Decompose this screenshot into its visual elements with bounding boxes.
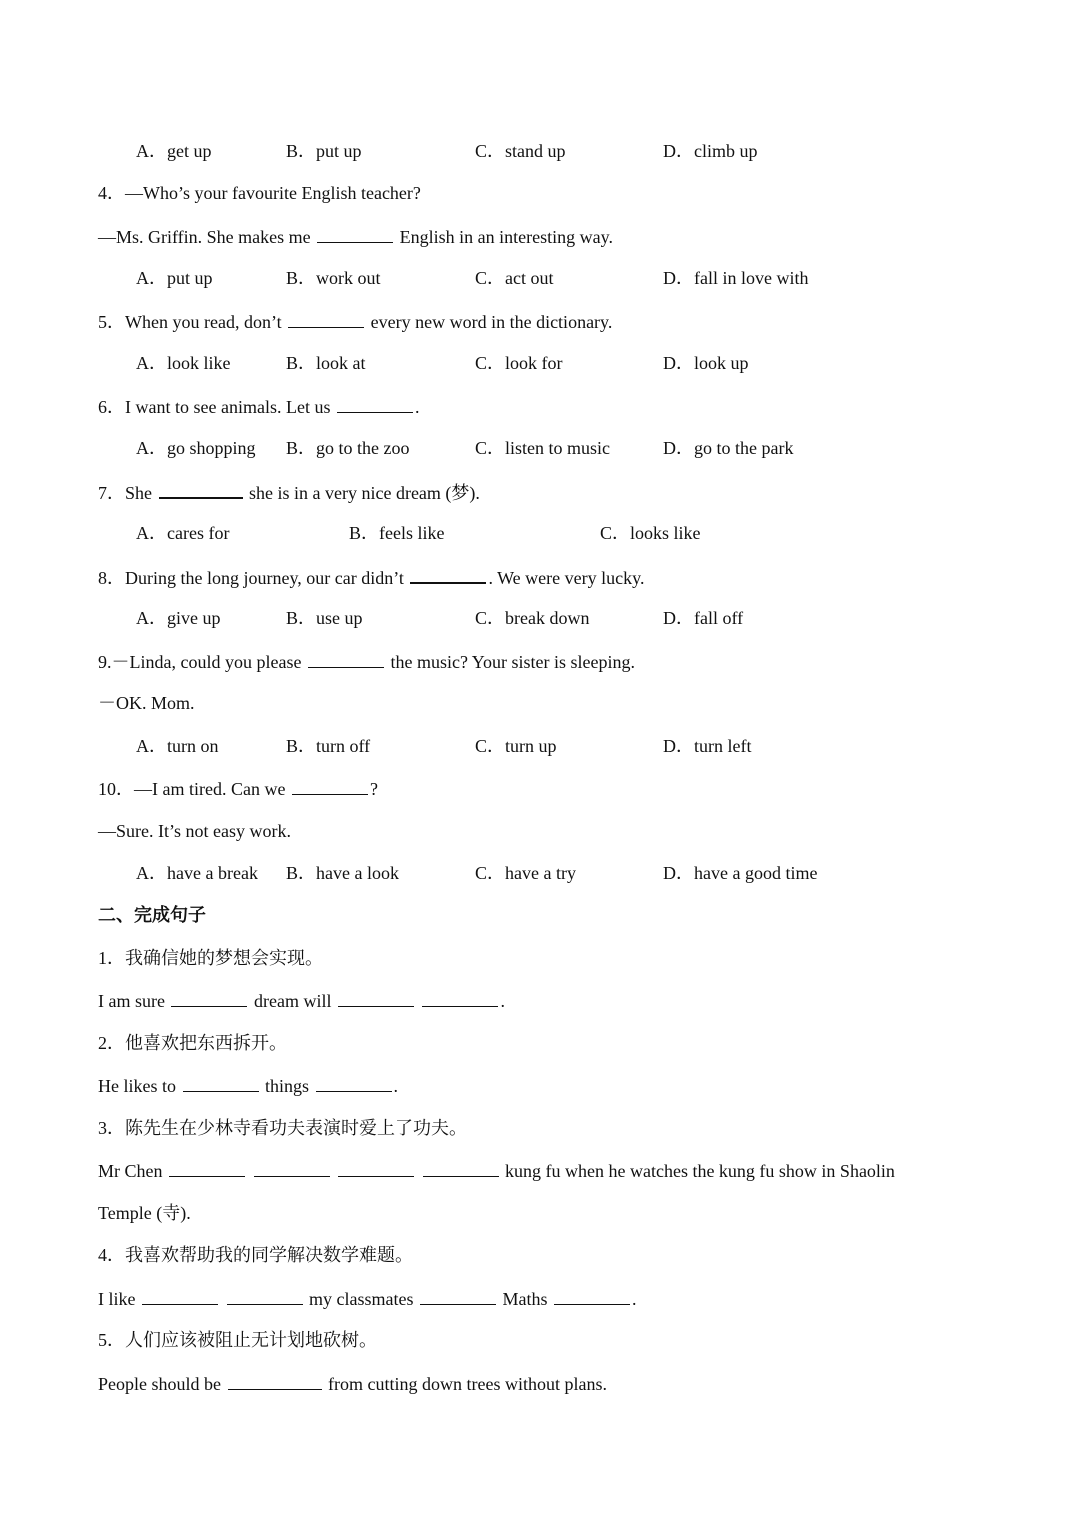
q3-option-b[interactable]: B．put up <box>286 141 362 161</box>
q8-text-post: . We were very lucky. <box>488 568 645 588</box>
q10-option-c[interactable]: C．have a try <box>475 863 576 883</box>
s4-text-4: . <box>631 1289 637 1309</box>
s3-blank-1[interactable] <box>169 1158 245 1177</box>
s3-blank-3[interactable] <box>338 1158 414 1177</box>
q9-text-pre: 9.－Linda, could you please <box>98 652 306 672</box>
s5-text-1: People should be <box>98 1374 226 1394</box>
s4-blank-3[interactable] <box>420 1286 496 1305</box>
q4-option-d[interactable]: D．fall in love with <box>663 268 809 288</box>
s3-chinese: 3．陈先生在少林寺看功夫表演时爱上了功夫。 <box>98 1118 467 1138</box>
s3-english-cont: Temple (寺). <box>98 1203 191 1223</box>
s4-text-1: I like <box>98 1289 140 1309</box>
q9-option-b[interactable]: B．turn off <box>286 736 371 756</box>
s3-english <box>98 1158 895 1182</box>
q3-option-a[interactable]: A．get up <box>136 141 212 161</box>
q10-option-d[interactable]: D．have a good time <box>663 863 818 883</box>
q6-blank[interactable] <box>337 394 413 413</box>
s1-text-3: . <box>500 991 505 1011</box>
s1-chinese: 1．我确信她的梦想会实现。 <box>98 948 323 968</box>
q8-stem <box>98 564 644 588</box>
q6-option-a[interactable]: A．go shopping <box>136 438 256 458</box>
q10-reply: —Sure. It’s not easy work. <box>98 821 291 841</box>
section-2-title: 二、完成句子 <box>98 905 206 925</box>
q8-blank[interactable] <box>410 564 486 584</box>
q8-text-pre: 8．During the long journey, our car didn’t <box>98 568 409 588</box>
s2-english <box>98 1073 398 1097</box>
q3-option-d[interactable]: D．climb up <box>663 141 758 161</box>
s2-text-1: He likes to <box>98 1076 181 1096</box>
q10-text-post: ? <box>369 779 378 799</box>
q4-blank[interactable] <box>317 224 393 243</box>
q8-option-a[interactable]: A．give up <box>136 608 221 628</box>
q5-text-pre: 5．When you read, don’t <box>98 312 287 332</box>
q7-option-c[interactable]: C．looks like <box>600 523 701 543</box>
s5-chinese: 5．人们应该被阻止无计划地砍树。 <box>98 1330 377 1350</box>
q8-option-b[interactable]: B．use up <box>286 608 363 628</box>
q3-option-c[interactable]: C．stand up <box>475 141 566 161</box>
q4-option-a[interactable]: A．put up <box>136 268 213 288</box>
q9-option-c[interactable]: C．turn up <box>475 736 557 756</box>
s1-text-2: dream will <box>249 991 336 1011</box>
q5-option-d[interactable]: D．look up <box>663 353 749 373</box>
q4-option-c[interactable]: C．act out <box>475 268 554 288</box>
s4-blank-4[interactable] <box>554 1286 630 1305</box>
q4-text-post: English in an interesting way. <box>395 227 613 247</box>
s4-chinese: 4．我喜欢帮助我的同学解决数学难题。 <box>98 1245 413 1265</box>
q6-stem <box>98 394 419 418</box>
s2-blank-2[interactable] <box>316 1073 392 1092</box>
q10-stem <box>98 776 378 800</box>
q9-option-a[interactable]: A．turn on <box>136 736 219 756</box>
s1-blank-3[interactable] <box>422 988 498 1007</box>
s4-text-3: Maths <box>497 1289 552 1309</box>
s3-blank-2[interactable] <box>254 1158 330 1177</box>
s3-blank-4[interactable] <box>423 1158 499 1177</box>
q5-stem <box>98 309 612 333</box>
q5-option-a[interactable]: A．look like <box>136 353 231 373</box>
q10-option-b[interactable]: B．have a look <box>286 863 399 883</box>
s1-blank-2[interactable] <box>338 988 414 1007</box>
s5-text-2: from cutting down trees without plans. <box>323 1374 607 1394</box>
s4-blank-1[interactable] <box>142 1286 218 1305</box>
q9-text-post: the music? Your sister is sleeping. <box>385 652 635 672</box>
s5-english <box>98 1371 607 1395</box>
q8-option-d[interactable]: D．fall off <box>663 608 744 628</box>
s2-chinese: 2．他喜欢把东西拆开。 <box>98 1033 287 1053</box>
q4-stem: 4．—Who’s your favourite English teacher? <box>98 183 421 203</box>
s1-english <box>98 988 505 1012</box>
q5-blank[interactable] <box>288 309 364 328</box>
q5-option-c[interactable]: C．look for <box>475 353 563 373</box>
q9-blank[interactable] <box>308 649 384 668</box>
q6-text-post: . <box>414 397 420 417</box>
q7-stem <box>98 479 480 503</box>
q4-option-b[interactable]: B．work out <box>286 268 381 288</box>
q7-option-a[interactable]: A．cares for <box>136 523 230 543</box>
q4-text-pre: —Ms. Griffin. She makes me <box>98 227 316 247</box>
s2-text-3: . <box>393 1076 399 1096</box>
q4-answer-line <box>98 224 613 248</box>
q7-text-post: she is in a very nice dream (梦). <box>244 483 480 503</box>
s2-text-2: things <box>260 1076 314 1096</box>
s4-english <box>98 1286 636 1310</box>
q10-option-a[interactable]: A．have a break <box>136 863 258 883</box>
q5-option-b[interactable]: B．look at <box>286 353 366 373</box>
s4-text-2: my classmates <box>304 1289 418 1309</box>
s1-text-1: I am sure <box>98 991 170 1011</box>
q6-option-b[interactable]: B．go to the zoo <box>286 438 410 458</box>
q9-stem <box>98 649 635 673</box>
q9-reply: －OK. Mom. <box>98 693 195 713</box>
s2-blank-1[interactable] <box>183 1073 259 1092</box>
q10-text-pre: 10．—I am tired. Can we <box>98 779 290 799</box>
q7-option-b[interactable]: B．feels like <box>349 523 445 543</box>
q6-option-d[interactable]: D．go to the park <box>663 438 794 458</box>
q8-option-c[interactable]: C．break down <box>475 608 590 628</box>
s3-text-2: kung fu when he watches the kung fu show in Shaolin <box>500 1161 895 1181</box>
s3-text-1: Mr Chen <box>98 1161 167 1181</box>
q7-blank[interactable] <box>159 479 243 499</box>
q9-option-d[interactable]: D．turn left <box>663 736 752 756</box>
q10-blank[interactable] <box>292 776 368 795</box>
s4-blank-2[interactable] <box>227 1286 303 1305</box>
s1-blank-1[interactable] <box>171 988 247 1007</box>
q7-text-pre: 7．She <box>98 483 157 503</box>
s5-blank-1[interactable] <box>228 1371 322 1390</box>
q5-text-post: every new word in the dictionary. <box>366 312 613 332</box>
q6-text-pre: 6．I want to see animals. Let us <box>98 397 335 417</box>
q6-option-c[interactable]: C．listen to music <box>475 438 610 458</box>
